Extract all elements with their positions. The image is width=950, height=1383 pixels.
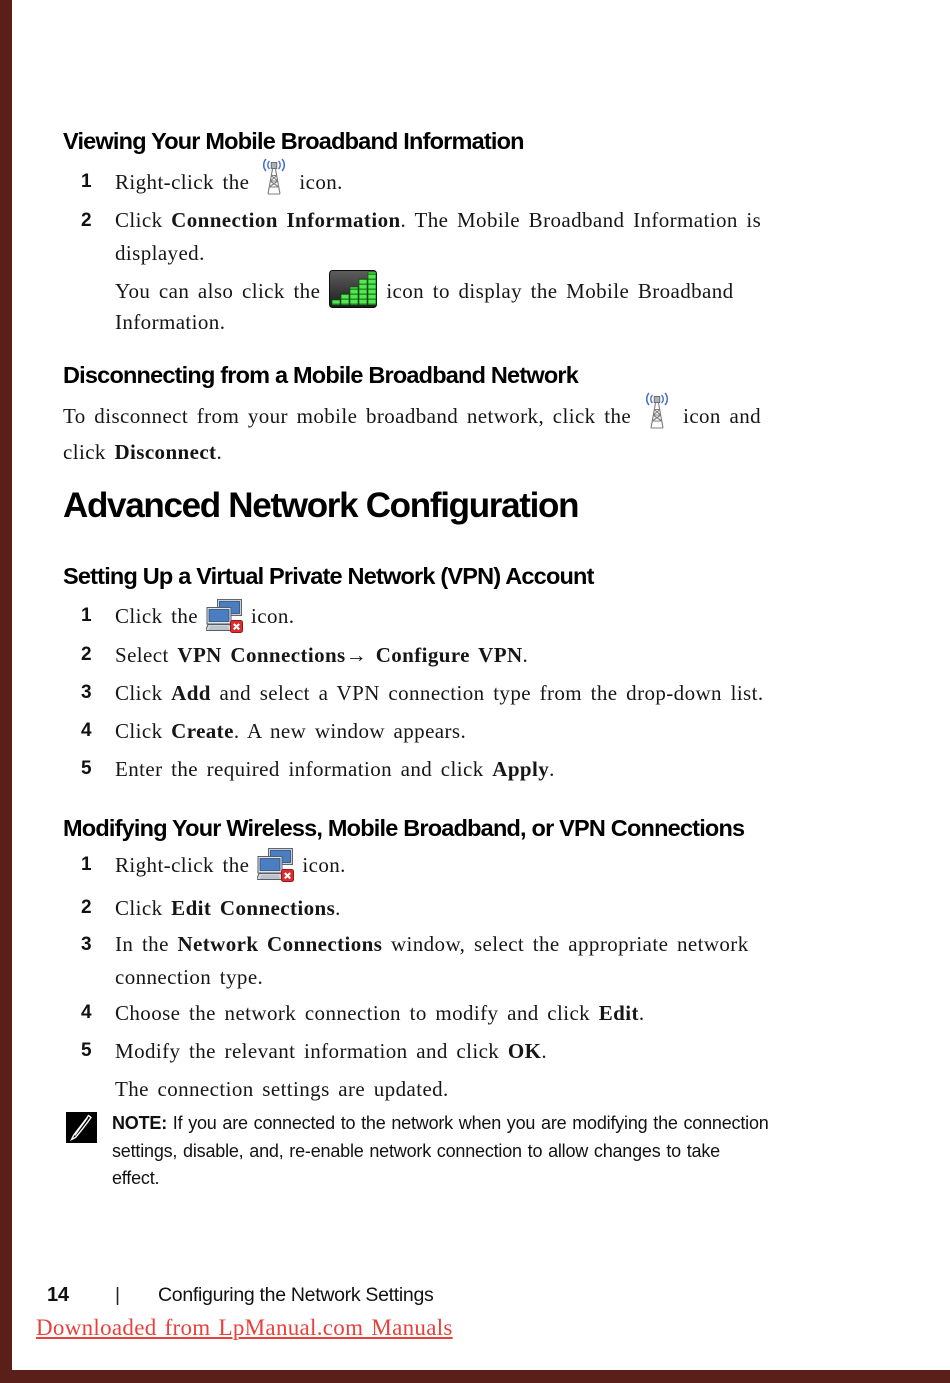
modifying-step-3 bbox=[81, 928, 749, 994]
paragraph-text: icon to display the Mobile Broadband bbox=[386, 279, 734, 303]
viewing-step-1 bbox=[81, 156, 343, 195]
network-computers-icon bbox=[257, 848, 294, 883]
viewing-alt-paragraph bbox=[115, 270, 734, 339]
paragraph-text: Information. bbox=[115, 310, 226, 334]
note-line: settings, disable, and, re-enable network connection to allow changes to take bbox=[112, 1140, 720, 1161]
cell-tower-broadcast-icon bbox=[640, 390, 674, 431]
heading-disconnecting: Disconnecting from a Mobile Broadband Network bbox=[63, 362, 578, 388]
heading-vpn-account: Setting Up a Virtual Private Network (VPN) Account bbox=[63, 563, 594, 589]
step-number: 2 bbox=[81, 897, 92, 918]
step-text-line: In the Network Connections window, select the appropriate network bbox=[115, 932, 749, 956]
step-text: Right-click the bbox=[115, 853, 250, 877]
vpn-step-5 bbox=[81, 756, 555, 782]
disconnecting-paragraph-line1 bbox=[63, 390, 761, 429]
step-text: Click Create. A new window appears. bbox=[115, 719, 467, 743]
modifying-step-4 bbox=[81, 1000, 645, 1026]
step-number: 4 bbox=[81, 720, 92, 741]
network-computers-icon bbox=[206, 599, 243, 634]
paragraph-line bbox=[115, 270, 734, 304]
paragraph-text: You can also click the bbox=[115, 279, 321, 303]
heading-modifying-connections: Modifying Your Wireless, Mobile Broadband, or VPN Connections bbox=[63, 815, 745, 841]
step-text: Select VPN Connections→ Configure VPN. bbox=[115, 643, 529, 667]
paragraph-text: icon and bbox=[683, 404, 762, 428]
step-text bbox=[115, 928, 749, 994]
step-text: Click the bbox=[115, 604, 199, 628]
disconnecting-paragraph-line2: click Disconnect. bbox=[63, 440, 223, 464]
step-number: 2 bbox=[81, 644, 92, 665]
note-pencil-icon bbox=[66, 1112, 97, 1143]
step-text: Modify the relevant information and click OK. bbox=[115, 1039, 547, 1063]
paragraph-text: To disconnect from your mobile broadband network, click the bbox=[63, 404, 632, 428]
step-number: 3 bbox=[81, 934, 92, 955]
step-number: 2 bbox=[81, 210, 92, 231]
step-text: Click Add and select a VPN connection type from the drop-down list. bbox=[115, 681, 764, 705]
note-line: effect. bbox=[112, 1168, 160, 1188]
step-number: 1 bbox=[81, 171, 92, 192]
step-text: icon. bbox=[251, 604, 295, 628]
step-text: icon. bbox=[302, 853, 346, 877]
page-footer bbox=[47, 1284, 433, 1307]
step-number: 1 bbox=[81, 605, 92, 626]
cell-tower-broadcast-icon bbox=[257, 156, 291, 197]
step-text bbox=[115, 204, 761, 270]
step-number: 5 bbox=[81, 758, 92, 779]
footer-chapter-title: Configuring the Network Settings bbox=[158, 1284, 434, 1306]
step-text-line: Click Connection Information. The Mobile Broadband Information is bbox=[115, 208, 762, 232]
vpn-step-2 bbox=[81, 642, 528, 668]
step-number: 3 bbox=[81, 682, 92, 703]
modifying-step-1 bbox=[81, 848, 346, 878]
heading-viewing-mobile-broadband: Viewing Your Mobile Broadband Information bbox=[63, 128, 524, 154]
step-number: 1 bbox=[81, 854, 92, 875]
page-number: 14 bbox=[47, 1284, 69, 1306]
vpn-step-1 bbox=[81, 599, 294, 629]
step-text: Click Edit Connections. bbox=[115, 896, 341, 920]
footer-separator: | bbox=[115, 1284, 120, 1306]
viewing-step-2 bbox=[81, 204, 761, 270]
step-number: 4 bbox=[81, 1002, 92, 1023]
signal-strength-bars-icon bbox=[329, 270, 377, 308]
step-text: icon. bbox=[299, 170, 343, 194]
vpn-step-3 bbox=[81, 680, 764, 706]
step-number: 5 bbox=[81, 1040, 92, 1061]
scan-edge-bottom bbox=[0, 1370, 950, 1383]
step-text: Choose the network connection to modify and click Edit. bbox=[115, 1001, 645, 1025]
downloaded-watermark-link[interactable]: Downloaded from LpManual.com Manuals bbox=[36, 1315, 453, 1340]
note-block bbox=[112, 1110, 769, 1193]
step-text: Enter the required information and click Apply. bbox=[115, 757, 555, 781]
vpn-step-4 bbox=[81, 718, 466, 744]
title-advanced-network-configuration: Advanced Network Configuration bbox=[63, 486, 579, 525]
step-text-line: connection type. bbox=[115, 965, 264, 989]
note-line: NOTE: If you are connected to the network when you are modifying the connection bbox=[112, 1113, 769, 1133]
step-text-line: displayed. bbox=[115, 241, 205, 265]
modifying-step-2 bbox=[81, 895, 341, 921]
scan-edge-left bbox=[0, 0, 12, 1383]
modifying-step-5 bbox=[81, 1038, 547, 1064]
updated-paragraph: The connection settings are updated. bbox=[115, 1077, 449, 1101]
step-text: Right-click the bbox=[115, 170, 250, 194]
